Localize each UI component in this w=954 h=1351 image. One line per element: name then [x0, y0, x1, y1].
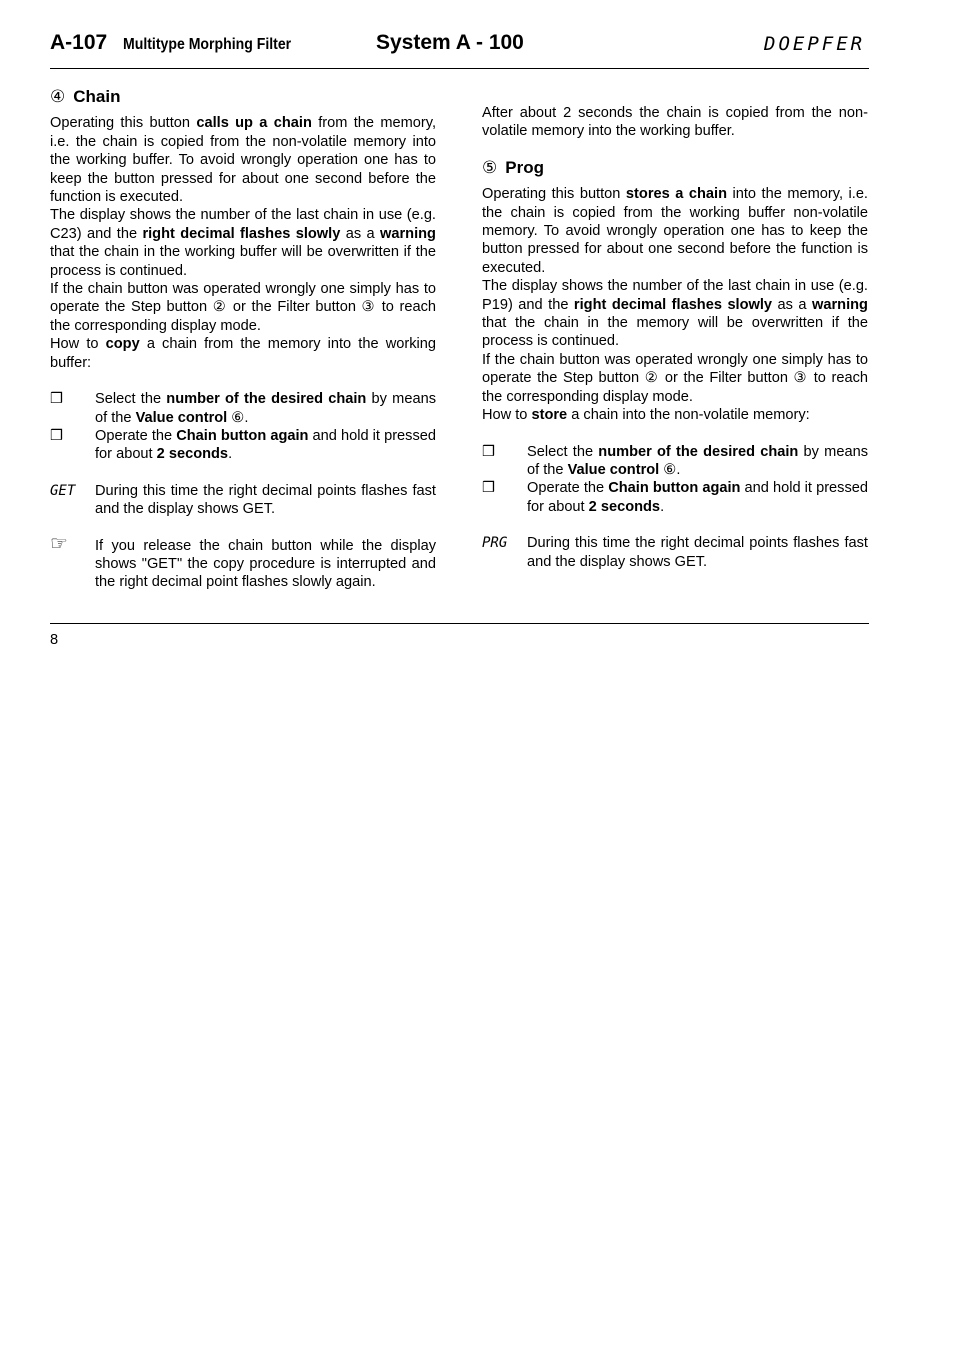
section-heading-chain: [50, 88, 436, 106]
section-title: Prog: [505, 157, 544, 177]
paragraph: After about 2 seconds the chain is copied from the non-volatile memory into the working buffer.: [482, 105, 868, 140]
right-column: [482, 104, 868, 571]
pointing-hand-icon: ☞: [50, 532, 68, 555]
paragraph: How to copy a chain from the memory into the working buffer:: [50, 336, 436, 371]
checkbox-bullet-icon: ❒: [50, 391, 64, 408]
section-number: ⑤: [482, 157, 498, 177]
checkbox-bullet-icon: ❒: [482, 480, 496, 497]
checkbox-bullet-icon: ❒: [50, 427, 64, 444]
list-item: ❒ Select the number of the desired chain by means of the Value control ⑥.: [50, 391, 436, 426]
left-column: [50, 88, 436, 592]
paragraph: How to store a chain into the non-volatile memory:: [482, 407, 810, 424]
section-heading-prog: [482, 159, 868, 177]
display-note: GET During this time the right decimal points flashes fast and the display shows GET.: [50, 482, 436, 518]
lcd-prg-label: PRG: [482, 535, 508, 552]
display-note: PRG During this time the right decimal points flashes fast and the display shows GET.: [482, 535, 868, 570]
module-subtitle: Multitype Morphing Filter: [123, 36, 292, 53]
section-number: ④: [50, 87, 66, 106]
paragraph: If the chain button was operated wrongly one simply has to operate the Step button ② or the Filter button ③ to reach the corresponding display mode.: [482, 351, 868, 405]
hint-note: ☞ If you release the chain button while the display shows "GET" the copy procedure is interrupted and the right decimal point flashes slowly again.: [50, 532, 436, 591]
list-item: ❒ Operate the Chain button again and hold it pressed for about 2 seconds.: [50, 427, 436, 463]
brand-logo: DOEPFER: [764, 33, 866, 55]
paragraph: The display shows the number of the last chain in use (e.g. C23) and the right decimal flashes slowly as a warning that the chain in the working buffer will be overwritten if the process is continued.: [50, 207, 436, 279]
checkbox-bullet-icon: ❒: [482, 443, 496, 460]
paragraph: Operating this button calls up a chain from the memory, i.e. the chain is copied from the non-volatile memory into the working buffer. To avoid wrongly operation one has to keep the button pressed for about one second before the function is executed.: [50, 115, 437, 206]
list-item: ❒ Operate the Chain button again and hold it pressed for about 2 seconds.: [482, 480, 868, 515]
system-title: System A - 100: [376, 31, 524, 54]
section-title: Chain: [73, 87, 121, 106]
page-header: [50, 28, 869, 69]
paragraph: The display shows the number of the last chain in use (e.g. P19) and the right decimal flashes slowly as a warning that the chain in the memory will be overwritten if the process is continued.: [482, 278, 868, 350]
paragraph: If the chain button was operated wrongly one simply has to operate the Step button ② or the Filter button ③ to reach the corresponding display mode.: [50, 281, 436, 334]
footer-divider: [50, 623, 869, 624]
paragraph: Operating this button stores a chain into the memory, i.e. the chain is copied from the working buffer non-volatile memory. To avoid wrongly operation one has to keep the button pressed for about one second before the function is executed.: [482, 186, 868, 276]
page-number: 8: [50, 632, 59, 648]
module-number: A-107: [50, 31, 108, 54]
list-item: ❒ Select the number of the desired chain by means of the Value control ⑥.: [482, 443, 868, 478]
lcd-get-label: GET: [50, 482, 76, 499]
